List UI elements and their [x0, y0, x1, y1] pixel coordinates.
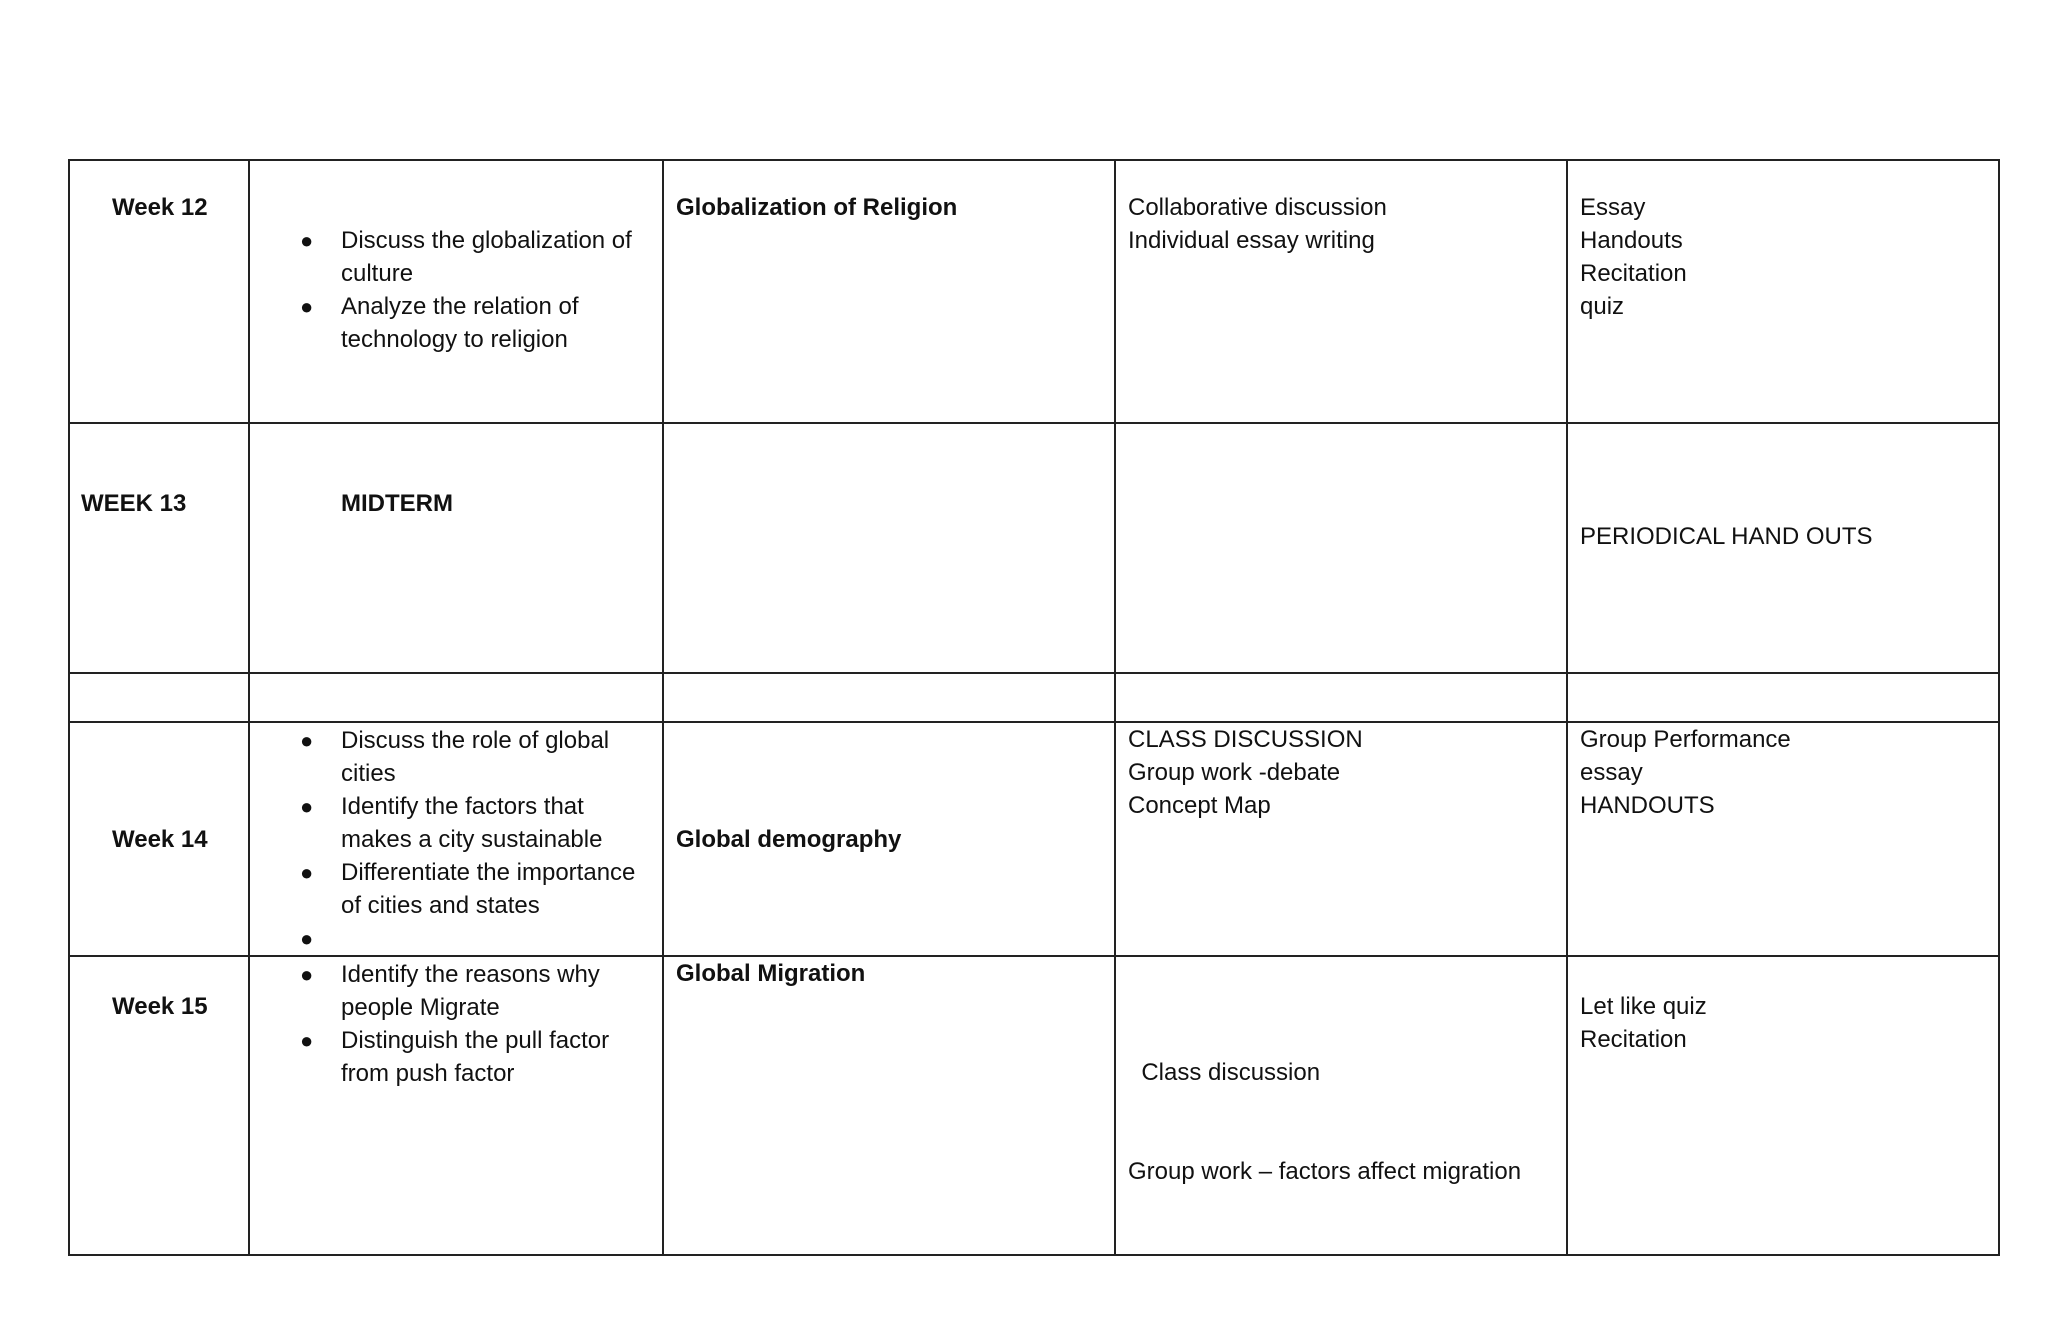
- week-label: Week 15: [112, 993, 208, 1020]
- activity-item: CLASS DISCUSSION: [1128, 726, 1363, 753]
- bullet-icon: ●: [300, 962, 314, 987]
- table-row-empty: [69, 673, 1999, 722]
- table-row-week-13: [69, 423, 1999, 673]
- empty-cell: [663, 673, 1115, 722]
- objective-text: Identify the factors that makes a city sustainable: [341, 793, 603, 853]
- objectives-cell: [249, 722, 663, 956]
- activities-list: [1116, 161, 1566, 257]
- activity-item: Group work – factors affect migration: [1128, 1158, 1522, 1185]
- week-label: Week 12: [112, 194, 208, 221]
- bullet-icon: ●: [300, 860, 314, 885]
- assessment-list: [1568, 723, 1998, 822]
- activity-item: Collaborative discussion: [1128, 194, 1387, 221]
- assessment-list: [1568, 161, 1998, 323]
- list-item: [250, 724, 662, 790]
- assessment-list: [1568, 957, 1998, 1056]
- objective-text: Distinguish the pull factor from push factor: [341, 1027, 610, 1087]
- topic-title: Global demography: [676, 825, 902, 853]
- objectives-list: [250, 161, 662, 356]
- assessment-item: quiz: [1580, 293, 1625, 320]
- topic-cell: [663, 722, 1115, 956]
- topic-cell: [663, 956, 1115, 1255]
- list-item: [250, 856, 662, 922]
- list-item: [250, 290, 662, 356]
- activities-list: [1116, 957, 1566, 1254]
- bullet-icon: ●: [300, 294, 314, 319]
- bullet-icon: ●: [300, 794, 314, 819]
- week-cell: [69, 956, 249, 1255]
- assessment-cell: [1567, 423, 1999, 673]
- topic-title: Globalization of Religion: [676, 194, 958, 221]
- activities-list: [1116, 723, 1566, 822]
- activities-cell: [1115, 956, 1567, 1255]
- activity-item: Concept Map: [1128, 792, 1271, 819]
- week-label: WEEK 13: [81, 490, 187, 517]
- activity-item: Class discussion: [1128, 1059, 1321, 1086]
- empty-cell: [1115, 673, 1567, 722]
- assessment-item: Let like quiz: [1580, 993, 1707, 1020]
- objectives-cell: [249, 956, 663, 1255]
- assessment-item: essay: [1580, 759, 1643, 786]
- activities-cell: [1115, 423, 1567, 673]
- assessment-item: Group Performance: [1580, 726, 1791, 753]
- topic-cell: [663, 160, 1115, 423]
- activities-cell: [1115, 160, 1567, 423]
- list-item: [250, 790, 662, 856]
- table-row-week-14: [69, 722, 1999, 956]
- table-row-week-12: [69, 160, 1999, 423]
- week-cell: [69, 722, 249, 956]
- empty-cell: [249, 673, 663, 722]
- objective-text: Discuss the globalization of culture: [341, 227, 632, 287]
- assessment-cell: [1567, 956, 1999, 1255]
- objectives-cell: [249, 160, 663, 423]
- activities-cell: [1115, 722, 1567, 956]
- list-item: [250, 1024, 662, 1090]
- activity-item: Group work -debate: [1128, 759, 1341, 786]
- week-cell: [69, 423, 249, 673]
- topic-title: Global Migration: [676, 960, 866, 987]
- empty-cell: [69, 673, 249, 722]
- activity-item: Individual essay writing: [1128, 227, 1375, 254]
- objective-text: Identify the reasons why people Migrate: [341, 961, 600, 1021]
- assessment-item: Handouts: [1580, 227, 1683, 254]
- assessment-cell: [1567, 160, 1999, 423]
- assessment-item: HANDOUTS: [1580, 792, 1715, 819]
- objective-text: Differentiate the importance of cities and states: [341, 859, 636, 919]
- objectives-cell: [249, 423, 663, 673]
- assessment-item: Essay: [1580, 194, 1646, 221]
- empty-cell: [1567, 673, 1999, 722]
- week-cell: [69, 160, 249, 423]
- assessment-cell: [1567, 722, 1999, 956]
- list-item: [250, 922, 662, 955]
- bullet-icon: ●: [300, 926, 314, 951]
- assessment-item: Recitation: [1580, 260, 1687, 287]
- assessment-item: Recitation: [1580, 1026, 1687, 1053]
- list-item: [250, 958, 662, 1024]
- objective-text: Analyze the relation of technology to religion: [341, 293, 579, 353]
- table-row-week-15: [69, 956, 1999, 1255]
- bullet-icon: ●: [300, 228, 314, 253]
- objectives-list: [250, 957, 662, 1090]
- bullet-icon: ●: [300, 728, 314, 753]
- topic-cell: [663, 423, 1115, 673]
- list-item: [250, 224, 662, 290]
- bullet-icon: ●: [300, 1028, 314, 1053]
- objective-text: Discuss the role of global cities: [341, 727, 610, 787]
- week-label: Week 14: [112, 825, 208, 853]
- objectives-list: [250, 723, 662, 955]
- exam-label: MIDTERM: [341, 490, 453, 517]
- assessment-item: PERIODICAL HAND OUTS: [1580, 523, 1873, 550]
- syllabus-table: [68, 159, 2000, 1256]
